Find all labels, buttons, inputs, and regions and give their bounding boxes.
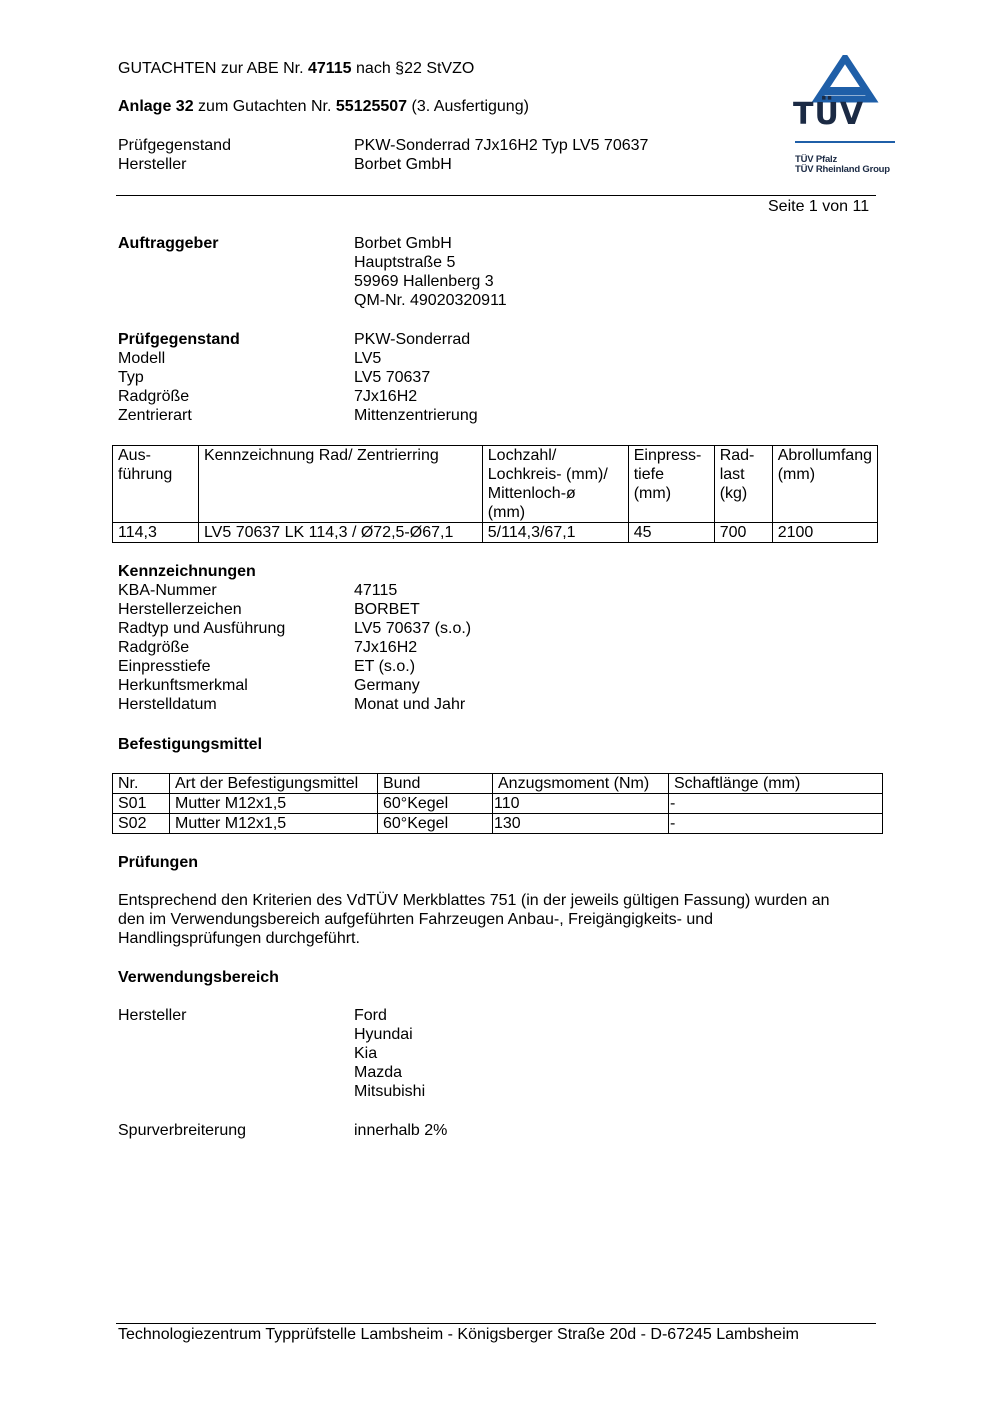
fastener-table (112, 773, 883, 834)
paragraph-line: den im Verwendungsbereich aufgeführten Fahrzeugen Anbau-, Freigängigkeits- und (118, 911, 714, 928)
footer-divider (116, 1323, 876, 1324)
table-row (113, 523, 878, 543)
kennzeichnungen-labels (118, 562, 285, 714)
address-line: QM-Nr. 49020320911 (354, 292, 507, 309)
table-header-row (113, 446, 878, 523)
field-value: Germany (354, 677, 420, 694)
address-line: Hauptstraße 5 (354, 254, 456, 271)
header-abe-suffix: nach §22 StVZO (356, 60, 475, 77)
table-cell: S02 (113, 814, 170, 834)
section-heading: Kennzeichnungen (118, 563, 256, 580)
field-label: Radtyp und Ausführung (118, 620, 286, 637)
paragraph-line: Handlingsprüfungen durchgeführt. (118, 930, 360, 947)
field-value: 7Jx16H2 (354, 639, 418, 656)
address-line: 59969 Hallenberg 3 (354, 273, 494, 290)
auftraggeber-address (354, 234, 507, 310)
field-value: 7Jx16H2 (354, 388, 418, 405)
spurverbreiterung-value: innerhalb 2% (354, 1122, 448, 1139)
field-value: Mittenzentrierung (354, 407, 478, 424)
list-item: Kia (354, 1045, 378, 1062)
header-abe-prefix: GUTACHTEN zur ABE Nr. (118, 60, 304, 77)
header-hersteller-label: Hersteller (118, 156, 187, 173)
logo-line-2: TÜV Rheinland Group (795, 164, 890, 175)
table-row (113, 814, 883, 834)
field-label: Radgröße (118, 639, 190, 656)
table-cell: 45 (628, 523, 714, 543)
section-heading: Verwendungsbereich (118, 969, 279, 986)
header-pruef-label: Prüfgegenstand (118, 137, 231, 154)
table-cell: Mutter M12x1,5 (170, 814, 378, 834)
header-ausfertigung: (3. Ausfertigung) (411, 98, 529, 115)
table-cell: 2100 (772, 523, 877, 543)
list-item: Mitsubishi (354, 1083, 426, 1100)
wheel-spec-table (112, 445, 878, 543)
verwendung-hersteller-label: Hersteller (118, 1007, 187, 1024)
field-value: LV5 70637 (354, 369, 431, 386)
page-number: Seite 1 von 11 (768, 198, 870, 215)
field-label: Einpresstiefe (118, 658, 211, 675)
header-anlage-middle: zum Gutachten Nr. (198, 98, 332, 115)
header-anlage-line (118, 97, 529, 116)
table-cell: 110 (493, 794, 669, 814)
field-value: PKW-Sonderrad (354, 331, 471, 348)
table-header-row (113, 774, 883, 794)
header-gutachten-number: 55125507 (335, 98, 408, 115)
field-label: Typ (118, 369, 144, 386)
pruefgegenstand-title: Prüfgegenstand (118, 331, 240, 348)
field-label: Modell (118, 350, 166, 367)
table-header-cell: Rad- last (kg) (714, 446, 772, 523)
table-cell: Mutter M12x1,5 (170, 794, 378, 814)
table-header-cell: Art der Befestigungsmittel (170, 774, 378, 794)
table-header-cell: Anzugsmoment (Nm) (493, 774, 669, 794)
footer-address: Technologiezentrum Typprüfstelle Lambsheim - Königsberger Straße 20d - D-67245 Lambsheim (118, 1326, 799, 1343)
table-header-cell: Abrollumfang (mm) (772, 446, 877, 523)
header-title-line (118, 59, 474, 78)
pruefungen-paragraph (118, 891, 830, 948)
field-value: LV5 (354, 350, 382, 367)
table-header-cell: Nr. (113, 774, 170, 794)
table-cell: 114,3 (113, 523, 199, 543)
auftraggeber-label: Auftraggeber (118, 235, 219, 252)
tuev-wordmark: TÜV (793, 97, 865, 132)
table-cell: 60°Kegel (378, 794, 493, 814)
field-value: LV5 70637 (s.o.) (354, 620, 472, 637)
field-label: Herkunftsmerkmal (118, 677, 248, 694)
header-abe-number: 47115 (307, 60, 352, 77)
section-heading: Befestigungsmittel (118, 736, 263, 753)
pruefgegenstand-values (354, 330, 478, 425)
table-header-cell: Kennzeichnung Rad/ Zentrierring (198, 446, 482, 523)
list-item: Mazda (354, 1064, 403, 1081)
field-value: BORBET (354, 601, 420, 618)
table-cell: - (669, 794, 883, 814)
address-line: Borbet GmbH (354, 235, 452, 252)
field-label: Zentrierart (118, 407, 192, 424)
header-pruef-value: PKW-Sonderrad 7Jx16H2 Typ LV5 70637 (354, 137, 649, 154)
table-row (113, 794, 883, 814)
table-header-cell: Bund (378, 774, 493, 794)
field-value: 47115 (354, 582, 398, 599)
field-label: Herstellerzeichen (118, 601, 242, 618)
paragraph-line: Entsprechend den Kriterien des VdTÜV Merkblattes 751 (in der jeweils gültigen Fassung) wurden an (118, 892, 830, 909)
header-anlage: Anlage 32 (118, 98, 194, 115)
kennzeichnungen-values (354, 581, 471, 714)
table-cell: 700 (714, 523, 772, 543)
field-label: KBA-Nummer (118, 582, 217, 599)
pruefgegenstand-labels (118, 330, 240, 425)
table-cell: - (669, 814, 883, 834)
table-cell: 130 (493, 814, 669, 834)
table-header-cell: Lochzahl/ Lochkreis- (mm)/ Mittenloch-ø (mm) (482, 446, 628, 523)
verwendung-hersteller-list (354, 1006, 425, 1101)
field-label: Radgröße (118, 388, 190, 405)
spurverbreiterung-label: Spurverbreiterung (118, 1122, 247, 1139)
table-header-cell: Einpress- tiefe (mm) (628, 446, 714, 523)
logo-line-1: TÜV Pfalz (795, 154, 838, 165)
list-item: Hyundai (354, 1026, 413, 1043)
tuev-logo (790, 55, 900, 180)
table-header-cell: Aus- führung (113, 446, 199, 523)
field-value: Monat und Jahr (354, 696, 466, 713)
table-cell: 60°Kegel (378, 814, 493, 834)
table-cell: 5/114,3/67,1 (482, 523, 628, 543)
field-label: Herstelldatum (118, 696, 217, 713)
list-item: Ford (354, 1007, 387, 1024)
table-cell: S01 (113, 794, 170, 814)
header-hersteller-value: Borbet GmbH (354, 156, 452, 173)
logo-divider (795, 141, 895, 143)
table-cell: LV5 70637 LK 114,3 / Ø72,5-Ø67,1 (198, 523, 482, 543)
table-header-cell: Schaftlänge (mm) (669, 774, 883, 794)
field-value: ET (s.o.) (354, 658, 416, 675)
section-heading: Prüfungen (118, 854, 198, 871)
header-divider (116, 195, 876, 196)
